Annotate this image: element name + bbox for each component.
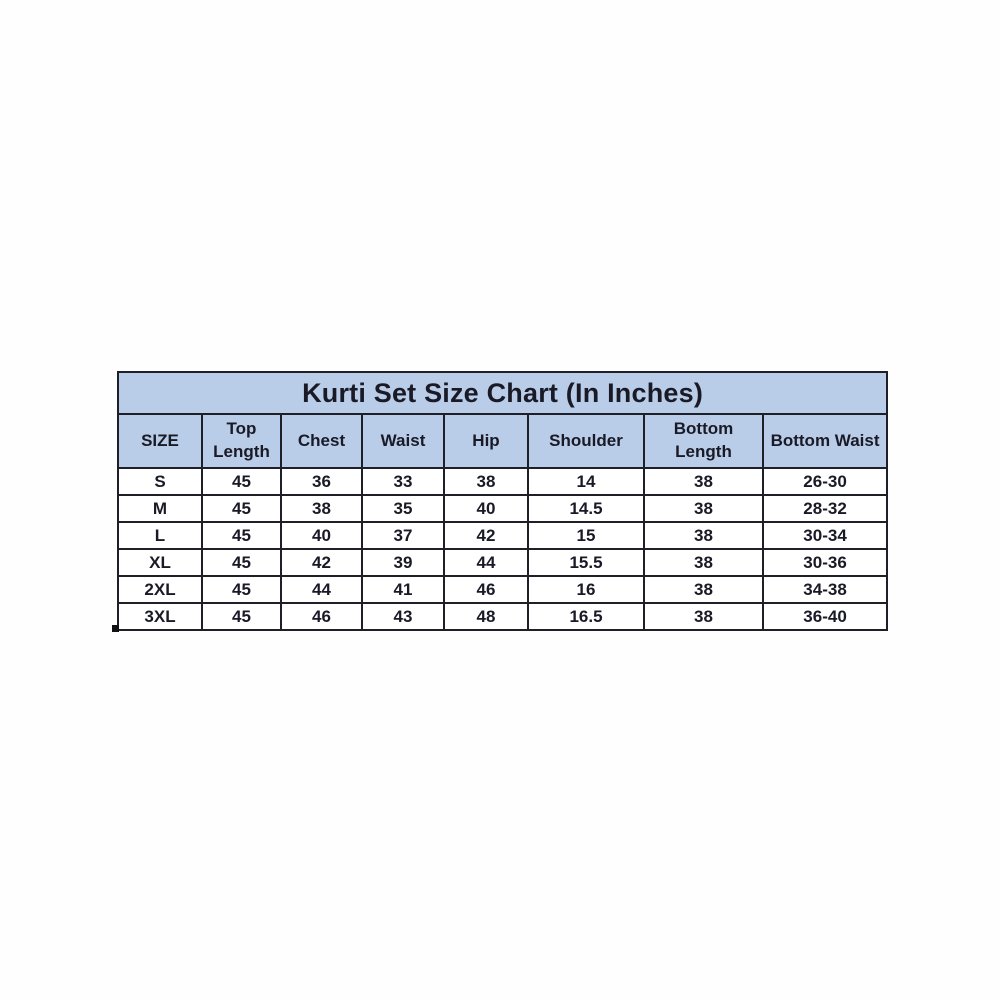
column-header-bottom-waist: Bottom Waist bbox=[763, 414, 887, 468]
measurement-cell: 45 bbox=[202, 495, 281, 522]
measurement-cell: 40 bbox=[281, 522, 362, 549]
corner-handle-artifact bbox=[112, 625, 119, 632]
measurement-cell: 33 bbox=[362, 468, 444, 495]
size-label-cell: 2XL bbox=[118, 576, 202, 603]
measurement-cell: 38 bbox=[281, 495, 362, 522]
measurement-cell: 30-36 bbox=[763, 549, 887, 576]
measurement-cell: 45 bbox=[202, 576, 281, 603]
table-body bbox=[118, 468, 887, 630]
column-header-bottom-length: Bottom Length bbox=[644, 414, 763, 468]
column-header-waist: Waist bbox=[362, 414, 444, 468]
header-row bbox=[118, 414, 887, 468]
column-header-top-length: Top Length bbox=[202, 414, 281, 468]
measurement-cell: 40 bbox=[444, 495, 528, 522]
measurement-cell: 36 bbox=[281, 468, 362, 495]
measurement-cell: 14.5 bbox=[528, 495, 644, 522]
measurement-cell: 26-30 bbox=[763, 468, 887, 495]
measurement-cell: 46 bbox=[281, 603, 362, 630]
measurement-cell: 14 bbox=[528, 468, 644, 495]
measurement-cell: 35 bbox=[362, 495, 444, 522]
size-chart-table bbox=[117, 371, 888, 631]
table-row bbox=[118, 468, 887, 495]
size-label-cell: L bbox=[118, 522, 202, 549]
table-row bbox=[118, 522, 887, 549]
measurement-cell: 38 bbox=[444, 468, 528, 495]
measurement-cell: 30-34 bbox=[763, 522, 887, 549]
column-header-hip: Hip bbox=[444, 414, 528, 468]
measurement-cell: 44 bbox=[444, 549, 528, 576]
size-label-cell: 3XL bbox=[118, 603, 202, 630]
measurement-cell: 46 bbox=[444, 576, 528, 603]
measurement-cell: 38 bbox=[644, 468, 763, 495]
measurement-cell: 38 bbox=[644, 576, 763, 603]
measurement-cell: 28-32 bbox=[763, 495, 887, 522]
measurement-cell: 45 bbox=[202, 522, 281, 549]
column-header-shoulder: Shoulder bbox=[528, 414, 644, 468]
measurement-cell: 44 bbox=[281, 576, 362, 603]
column-header-size: SIZE bbox=[118, 414, 202, 468]
measurement-cell: 45 bbox=[202, 468, 281, 495]
measurement-cell: 16 bbox=[528, 576, 644, 603]
size-label-cell: XL bbox=[118, 549, 202, 576]
measurement-cell: 37 bbox=[362, 522, 444, 549]
measurement-cell: 41 bbox=[362, 576, 444, 603]
title-row bbox=[118, 372, 887, 414]
measurement-cell: 45 bbox=[202, 603, 281, 630]
measurement-cell: 42 bbox=[444, 522, 528, 549]
measurement-cell: 48 bbox=[444, 603, 528, 630]
measurement-cell: 42 bbox=[281, 549, 362, 576]
table-row bbox=[118, 576, 887, 603]
size-label-cell: M bbox=[118, 495, 202, 522]
size-label-cell: S bbox=[118, 468, 202, 495]
measurement-cell: 45 bbox=[202, 549, 281, 576]
measurement-cell: 15 bbox=[528, 522, 644, 549]
measurement-cell: 43 bbox=[362, 603, 444, 630]
measurement-cell: 15.5 bbox=[528, 549, 644, 576]
measurement-cell: 38 bbox=[644, 603, 763, 630]
measurement-cell: 38 bbox=[644, 522, 763, 549]
measurement-cell: 16.5 bbox=[528, 603, 644, 630]
table-row bbox=[118, 549, 887, 576]
measurement-cell: 36-40 bbox=[763, 603, 887, 630]
measurement-cell: 39 bbox=[362, 549, 444, 576]
column-header-chest: Chest bbox=[281, 414, 362, 468]
measurement-cell: 34-38 bbox=[763, 576, 887, 603]
table-row bbox=[118, 603, 887, 630]
table-row bbox=[118, 495, 887, 522]
measurement-cell: 38 bbox=[644, 549, 763, 576]
measurement-cell: 38 bbox=[644, 495, 763, 522]
table-title: Kurti Set Size Chart (In Inches) bbox=[118, 372, 887, 414]
